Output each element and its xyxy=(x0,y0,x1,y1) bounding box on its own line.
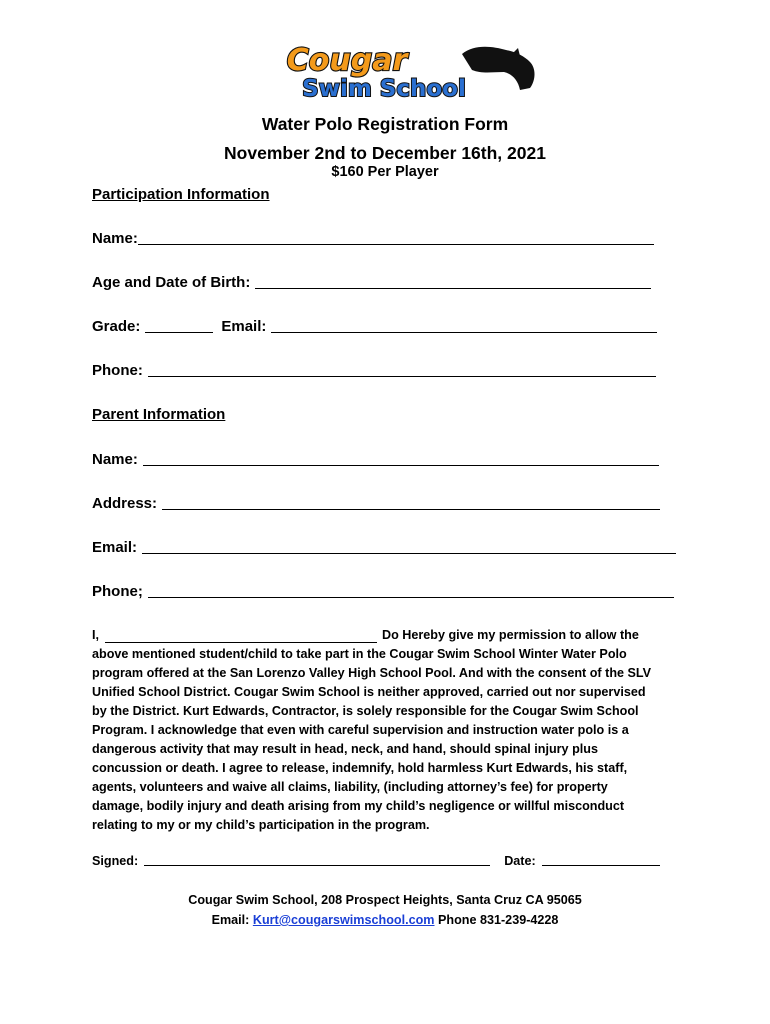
waiver-line: relating to my or my child’s participation in the program. xyxy=(92,818,430,832)
parent-phone-blank[interactable] xyxy=(148,582,674,598)
participant-phone-label: Phone: xyxy=(92,362,143,379)
cougar-swim-school-logo xyxy=(212,40,540,102)
waiver-name-blank[interactable] xyxy=(105,630,377,643)
participant-phone-row xyxy=(92,361,656,379)
participant-grade-blank[interactable] xyxy=(145,317,213,333)
form-title: Water Polo Registration Form xyxy=(261,114,509,134)
waiver-first-line-suffix: Do Hereby give my permission to allow the xyxy=(382,628,639,642)
form-dates: November 2nd to December 16th, 2021 xyxy=(224,143,546,163)
participant-grade-email-row xyxy=(92,317,657,335)
parent-phone-row xyxy=(92,582,674,600)
logo-line2: Swim School xyxy=(302,76,466,102)
logo-line1: Cougar xyxy=(286,43,408,78)
signature-blank[interactable] xyxy=(144,853,490,866)
parent-name-row xyxy=(92,450,659,468)
date-label: Date: xyxy=(504,854,536,868)
participant-phone-blank[interactable] xyxy=(148,361,656,377)
parent-address-label: Address: xyxy=(92,495,158,512)
parent-email-label: Email: xyxy=(92,539,138,556)
participant-age-label: Age and Date of Birth: xyxy=(92,274,251,291)
footer-contact xyxy=(0,913,770,927)
participant-name-row xyxy=(92,229,654,247)
waiver-line: Program. I acknowledge that even with careful supervision and instruction water polo is a xyxy=(92,723,629,737)
parent-name-blank[interactable] xyxy=(143,450,659,466)
waiver-first-line xyxy=(92,626,676,645)
parent-email-row xyxy=(92,538,676,556)
parent-email-blank[interactable] xyxy=(142,538,676,554)
form-price: $160 Per Player xyxy=(331,164,439,180)
parent-name-label: Name: xyxy=(92,451,138,468)
footer-phone: Phone 831-239-4228 xyxy=(438,913,559,927)
waiver-line: program offered at the San Lorenzo Valley High School Pool. And with the consent of the SLV xyxy=(92,666,652,680)
waiver-line: dangerous activity that may result in head, neck, and hand, should spinal injury plus xyxy=(92,742,598,756)
waiver-line: above mentioned student/child to take part in the Cougar Swim School Winter Water Polo xyxy=(92,647,627,661)
participant-age-blank[interactable] xyxy=(255,273,651,289)
participation-heading: Participation Information xyxy=(92,186,270,203)
parent-address-blank[interactable] xyxy=(162,494,660,510)
footer-email-label: Email: xyxy=(211,913,250,927)
waiver-line: agents, volunteers and waive all claims, liability, (including attorney’s fee) for property xyxy=(92,780,608,794)
footer-email-link[interactable]: Kurt@cougarswimschool.com xyxy=(252,913,435,927)
participant-grade-label: Grade: xyxy=(92,318,141,335)
participant-name-label: Name: xyxy=(92,230,138,247)
participant-age-row xyxy=(92,273,651,291)
parent-phone-label: Phone; xyxy=(92,583,143,600)
waiver-line: Unified School District. Cougar Swim School is neither approved, carried out nor supervised xyxy=(92,685,646,699)
signature-row xyxy=(92,853,660,868)
parent-address-row xyxy=(92,494,660,512)
waiver-line: by the District. Kurt Edwards, Contractor, is solely responsible for the Cougar Swim School xyxy=(92,704,639,718)
participant-name-blank[interactable] xyxy=(138,229,654,245)
participant-email-label: Email: xyxy=(221,318,267,335)
footer-address: Cougar Swim School, 208 Prospect Heights, Santa Cruz CA 95065 xyxy=(188,893,582,907)
waiver-prefix: I, xyxy=(92,628,99,642)
waiver-line: damage, bodily injury and death arising from my child’s negligence or willful misconduct xyxy=(92,799,625,813)
participant-email-blank[interactable] xyxy=(271,317,657,333)
waiver-paragraph xyxy=(92,626,676,835)
date-blank[interactable] xyxy=(542,853,660,866)
waiver-line: concussion or death. I agree to release, indemnify, hold harmless Kurt Edwards, his staff, xyxy=(92,761,628,775)
signed-label: Signed: xyxy=(92,854,139,868)
parent-heading: Parent Information xyxy=(92,406,226,423)
cougar-silhouette-icon xyxy=(462,47,535,90)
